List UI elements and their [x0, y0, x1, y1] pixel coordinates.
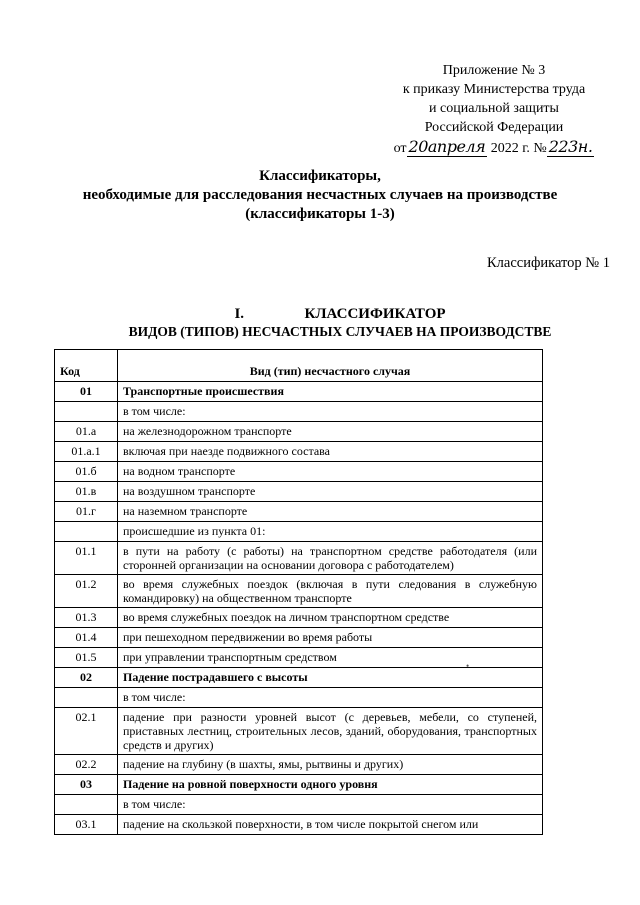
order-prefix: от [393, 141, 407, 156]
table-row [55, 688, 543, 708]
stray-mark: • [466, 661, 470, 671]
row-code [55, 522, 118, 542]
row-code: 01.4 [55, 628, 118, 648]
table-row [55, 402, 543, 422]
table-row [55, 608, 543, 628]
row-description: на железнодорожном транспорте [118, 422, 543, 442]
row-description: происшедшие из пункта 01: [118, 522, 543, 542]
appendix-block [385, 61, 603, 158]
row-description: включая при наезде подвижного состава [118, 442, 543, 462]
row-code: 01.г [55, 502, 118, 522]
section-roman-numeral: I. [234, 306, 245, 322]
table-row [55, 628, 543, 648]
desc-column-header: Вид (тип) несчастного случая [118, 350, 543, 382]
row-description: при управлении транспортным средством [118, 648, 543, 668]
table-row [55, 668, 543, 688]
row-code [55, 795, 118, 815]
row-description: в том числе: [118, 402, 543, 422]
order-date-line [385, 137, 603, 158]
title-line-3: (классификаторы 1-3) [245, 206, 395, 222]
appendix-line-2: к приказу Министерства труда [402, 82, 586, 97]
table-row [55, 575, 543, 608]
row-description: Падение на ровной поверхности одного уровня [118, 775, 543, 795]
row-code: 02.1 [55, 708, 118, 755]
row-code: 01.в [55, 482, 118, 502]
row-description: на воздушном транспорте [118, 482, 543, 502]
classifier-number-label: Классификатор № 1 [487, 255, 610, 271]
code-column-header: Код [55, 350, 118, 382]
handwritten-date: 20апреля [408, 137, 486, 156]
table-row [55, 708, 543, 755]
row-code: 02 [55, 668, 118, 688]
appendix-line-3: и социальной защиты [429, 101, 559, 116]
section-subtitle: ВИДОВ (ТИПОВ) НЕСЧАСТНЫХ СЛУЧАЕВ НА ПРОИЗВОДСТВЕ [128, 324, 552, 339]
row-code: 03 [55, 775, 118, 795]
classifier-table-body [55, 382, 543, 835]
section-heading-line [60, 305, 620, 323]
section-heading [60, 305, 620, 340]
row-code: 01.5 [55, 648, 118, 668]
row-description: Транспортные происшествия [118, 382, 543, 402]
row-code: 02.2 [55, 755, 118, 775]
row-code: 03.1 [55, 815, 118, 835]
row-code: 01.2 [55, 575, 118, 608]
table-row [55, 482, 543, 502]
row-description: во время служебных поездок на личном транспортном средстве [118, 608, 543, 628]
row-description: при пешеходном передвижении во время работы [118, 628, 543, 648]
table-row [55, 382, 543, 402]
row-description: во время служебных поездок (включая в пути следования в служебную командировку) на общественном транспорте [118, 575, 543, 608]
table-row [55, 795, 543, 815]
table-row [55, 422, 543, 442]
title-line-1: Классификаторы, [259, 168, 381, 184]
table-row [55, 775, 543, 795]
row-description: на наземном транспорте [118, 502, 543, 522]
row-description: падение при разности уровней высот (с деревьев, мебели, со ступеней, приставных лестниц, строительных лесов, зданий, оборудования, транспортных средств и других) [118, 708, 543, 755]
row-code: 01.а [55, 422, 118, 442]
row-code: 01.б [55, 462, 118, 482]
row-description: Падение пострадавшего с высоты [118, 668, 543, 688]
row-description: в пути на работу (с работы) на транспортном средстве работодателя (или сторонней организации на основании договора с работодателем) [118, 542, 543, 575]
row-description: в том числе: [118, 795, 543, 815]
order-year-text: 2022 г. № [490, 141, 547, 156]
classifier-table [54, 349, 543, 835]
table-row [55, 755, 543, 775]
handwritten-order-number: 223н. [548, 137, 593, 156]
appendix-line-1: Приложение № 3 [442, 63, 546, 78]
table-row [55, 648, 543, 668]
table-row [55, 522, 543, 542]
table-row [55, 502, 543, 522]
table-row [55, 462, 543, 482]
title-line-2: необходимые для расследования несчастных случаев на производстве [82, 187, 558, 203]
table-row [55, 815, 543, 835]
section-title: КЛАССИФИКАТОР [304, 306, 446, 322]
row-description: падение на глубину (в шахты, ямы, рытвины и других) [118, 755, 543, 775]
table-row [55, 542, 543, 575]
row-description: в том числе: [118, 688, 543, 708]
row-description: падение на скользкой поверхности, в том числе покрытой снегом или [118, 815, 543, 835]
table-row [55, 442, 543, 462]
document-title [40, 167, 600, 224]
row-code: 01.1 [55, 542, 118, 575]
row-code: 01 [55, 382, 118, 402]
table-header-row [55, 350, 543, 382]
appendix-line-4: Российской Федерации [424, 120, 564, 135]
row-code: 01.3 [55, 608, 118, 628]
row-description: на водном транспорте [118, 462, 543, 482]
row-code [55, 688, 118, 708]
row-code [55, 402, 118, 422]
row-code: 01.а.1 [55, 442, 118, 462]
